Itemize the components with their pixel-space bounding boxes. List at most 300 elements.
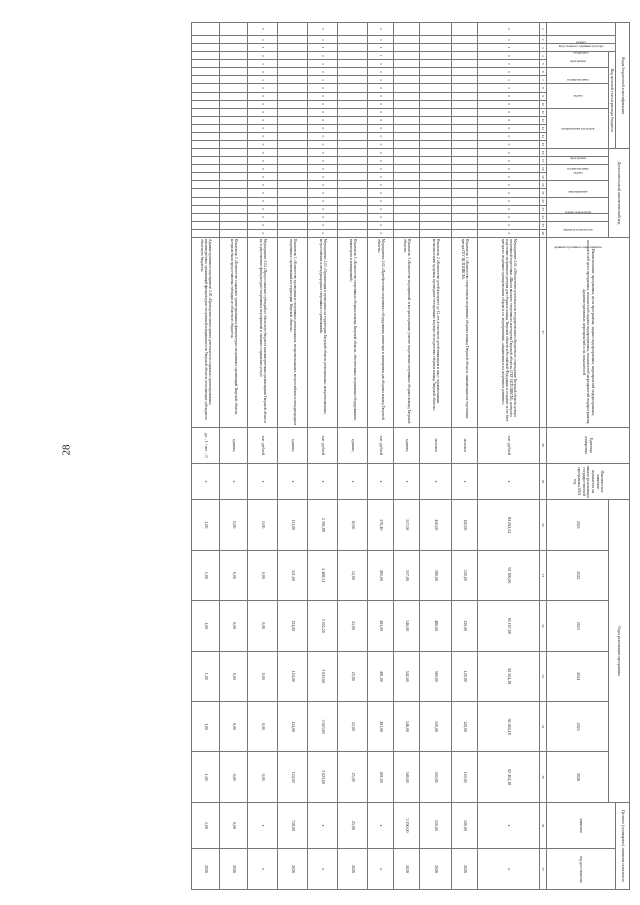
column-number: 19	[540, 173, 547, 181]
code-digit	[278, 157, 308, 165]
code-digit	[278, 76, 308, 84]
code-digit	[220, 205, 248, 213]
row-name: Показатель 1 «Количество проведенных спортивных региональных, межрегиональных, всероссийских и международных спортивных соревнований на территории Тверской области»	[278, 237, 308, 427]
column-number: 14	[540, 132, 547, 140]
code-digit: 0	[308, 108, 338, 116]
code-digit: 0	[368, 108, 394, 116]
code-digit	[278, 60, 308, 68]
year-value: 120,00	[452, 752, 478, 802]
code-digit	[338, 36, 368, 44]
budget-part-program: программа	[547, 52, 609, 68]
column-number: 5	[540, 60, 547, 68]
column-number: 35	[540, 752, 547, 802]
year-value: 25,00	[338, 701, 368, 751]
code-digit: 7	[478, 60, 540, 68]
code-digit: 0	[248, 205, 278, 213]
code-digit	[394, 92, 420, 100]
code-digit	[220, 173, 248, 181]
code-digit: 0	[478, 149, 540, 157]
code-digit	[420, 165, 452, 173]
code-digit: 0	[478, 52, 540, 60]
code-digit	[420, 36, 452, 44]
year-value: 550,00	[420, 701, 452, 751]
year-value: 2 468,51	[308, 550, 338, 600]
code-digit	[452, 132, 478, 140]
year-value: 92 504,18	[478, 651, 540, 701]
code-digit: 0	[308, 92, 338, 100]
code-digit: 0	[478, 23, 540, 36]
code-digit	[338, 205, 368, 213]
code-digit	[452, 157, 478, 165]
row-target: х	[248, 802, 278, 848]
code-digit	[220, 84, 248, 92]
column-number: 2	[540, 36, 547, 44]
code-digit: 0	[368, 221, 394, 229]
year-value: 124,00	[278, 701, 308, 751]
code-digit: 0	[248, 68, 278, 76]
row-final-year: х	[308, 849, 338, 890]
code-digit	[220, 68, 248, 76]
code-digit: 0	[368, 229, 394, 237]
code-digit	[338, 221, 368, 229]
code-digit: 0	[368, 132, 394, 140]
row-name: Показатель 3 «Количество мероприятий, в которых приняли участие спортсмены спортивных сборных команд Тверской области»	[394, 237, 420, 427]
year-value: 542,00	[394, 651, 420, 701]
code-digit: 1	[248, 44, 278, 52]
code-digit	[452, 221, 478, 229]
year-value: 546,00	[394, 701, 420, 751]
code-digit	[394, 23, 420, 36]
year-value: 0,00	[248, 651, 278, 701]
code-digit	[192, 60, 220, 68]
code-digit	[420, 124, 452, 132]
year-header: 2026	[547, 752, 609, 802]
code-digit: 0	[368, 60, 394, 68]
row-final-year: х	[248, 849, 278, 890]
code-digit	[278, 229, 308, 237]
code-digit	[278, 36, 308, 44]
year-value: 95 167,08	[478, 601, 540, 651]
column-number: 12	[540, 116, 547, 124]
year-value: 0,00	[220, 651, 248, 701]
row-actual: х	[308, 463, 338, 499]
code-digit: 3	[248, 36, 278, 44]
code-digit	[192, 157, 220, 165]
code-digit: 0	[368, 197, 394, 205]
row-final-year: 2026	[192, 849, 220, 890]
code-digit: 0	[478, 197, 540, 205]
code-digit: 0	[368, 165, 394, 173]
code-digit: 0	[248, 213, 278, 221]
code-part-event: мероприятие	[547, 181, 609, 197]
code-digit: 1	[368, 76, 394, 84]
year-value: 2 391,89	[308, 500, 338, 550]
code-digit	[420, 173, 452, 181]
code-digit	[420, 84, 452, 92]
code-digit	[394, 205, 420, 213]
row-target: 550,00	[420, 802, 452, 848]
row-name: Мероприятие 2.02 «Приобретение спортивного оборудования, инвентаря и экипировки для сборных команд Тверской области»	[368, 237, 394, 427]
code-digit: 0	[308, 52, 338, 60]
code-digit: 0	[368, 189, 394, 197]
code-digit	[420, 60, 452, 68]
code-digit	[192, 229, 220, 237]
row-unit: да – 1 / нет – 0	[192, 427, 220, 463]
code-part-indicator-sign: признак показателя	[547, 213, 609, 221]
row-unit: человек	[452, 427, 478, 463]
code-digit	[420, 68, 452, 76]
code-part-indicator-number: номер показателя	[547, 197, 609, 213]
code-digit	[338, 149, 368, 157]
row-name: Показатель 1 «Количество спортивных сборных команд Тверской области, обеспеченных спортивным оборудованием, инвентарем и экипировкой»	[338, 237, 368, 427]
code-digit	[420, 221, 452, 229]
code-digit: 1	[478, 76, 540, 84]
code-digit	[192, 36, 220, 44]
table-row	[192, 23, 220, 890]
code-digit	[192, 197, 220, 205]
code-digit	[394, 76, 420, 84]
code-digit	[452, 181, 478, 189]
row-target: 0,00	[220, 802, 248, 848]
year-value: 560,00	[420, 651, 452, 701]
name-header: Наименование программы, цели программы, задачи подпрограммы, мероприятий подпрограммы, показателей цели программы, показателей задачи подпрограммы, показателей мероприятий подпрограммы, административных мероприятий и их показателей	[547, 237, 630, 427]
code-digit	[278, 165, 308, 173]
row-target: 1,00	[192, 802, 220, 848]
code-digit: 0	[368, 157, 394, 165]
year-value: 0,00	[248, 500, 278, 550]
code-digit	[192, 173, 220, 181]
code-part-admin-event: административное мероприятие	[547, 221, 609, 237]
row-final-year: 2026	[394, 849, 420, 890]
subsection-header: подраздел	[547, 44, 616, 52]
year-value: 491,00	[368, 651, 394, 701]
row-name: Мероприятие 2.04 «Предоставление субсидий из областного бюджета некоммерческим организациям Тверской области на осуществление физкультурно-спортивных мероприятий и оказание социальных услуг»	[248, 237, 278, 427]
code-digit: 0	[368, 116, 394, 124]
code-digit	[452, 92, 478, 100]
column-number: 29	[540, 463, 547, 499]
column-number: 25	[540, 221, 547, 229]
section-header: раздел	[547, 36, 616, 44]
code-digit	[394, 165, 420, 173]
code-digit	[192, 165, 220, 173]
code-digit	[278, 173, 308, 181]
code-digit: 3	[308, 60, 338, 68]
code-digit: 0	[248, 157, 278, 165]
year-value: 3 052,20	[308, 601, 338, 651]
code-digit	[452, 124, 478, 132]
code-digit: 0	[478, 205, 540, 213]
code-digit: 0	[478, 108, 540, 116]
code-digit: 0	[308, 197, 338, 205]
program-code-header: Дополнительный аналитический код	[609, 149, 630, 238]
code-digit: 0	[478, 229, 540, 237]
column-number: 21	[540, 189, 547, 197]
row-target: 120,00	[452, 802, 478, 848]
program-table	[191, 22, 630, 890]
row-name: Мероприятие 2.01 «Обеспечение деятельности государственного бюджетного учреждения Тверской области центра спортивной подготовки «Школа высшего спортивного мастерства Тверской области» (ГБУ ЦСП ШВСМ), центра по подготовке спортивного резерва для сборных команд Тверской области в Российской Федерации и создание за его базе центра по спортивно-тренировочным сборам и т.п. мероприятиям», направленных на спортивное развитие».	[478, 237, 540, 427]
code-digit	[220, 36, 248, 44]
column-number: 26	[540, 229, 547, 237]
year-value: 0,00	[220, 500, 248, 550]
code-digit	[452, 197, 478, 205]
column-number: 30	[540, 500, 547, 550]
code-digit	[192, 140, 220, 148]
code-digit	[220, 124, 248, 132]
code-digit	[394, 108, 420, 116]
code-digit: 0	[478, 116, 540, 124]
column-number: 23	[540, 205, 547, 213]
code-digit	[192, 116, 220, 124]
year-value: 1,00	[192, 752, 220, 802]
budget-part-task: задача	[547, 84, 609, 108]
code-digit	[420, 205, 452, 213]
code-digit	[452, 213, 478, 221]
code-digit	[452, 44, 478, 52]
code-digit	[192, 52, 220, 60]
table-row	[478, 23, 540, 890]
column-number: 34	[540, 701, 547, 751]
code-digit	[420, 132, 452, 140]
column-number: 4	[540, 52, 547, 60]
code-digit	[394, 229, 420, 237]
year-value: 120,00	[452, 651, 478, 701]
column-number: 7	[540, 76, 547, 84]
code-digit	[220, 157, 248, 165]
code-digit: 0	[248, 197, 278, 205]
code-digit: 0	[308, 100, 338, 108]
code-digit: 0	[248, 124, 278, 132]
row-actual: х	[220, 463, 248, 499]
code-digit: 0	[478, 92, 540, 100]
code-digit: 0	[248, 221, 278, 229]
year-value: 124,00	[278, 752, 308, 802]
code-digit: 0	[368, 100, 394, 108]
code-part-program: программа	[547, 149, 609, 157]
year-value: 120,00	[452, 500, 478, 550]
code-digit: 0	[478, 221, 540, 229]
year-value: 546,00	[394, 752, 420, 802]
unit-header: Единица измерения	[547, 427, 630, 463]
code-part-subprogram: подпрограмма	[547, 157, 609, 165]
code-digit	[278, 181, 308, 189]
column-number: 33	[540, 651, 547, 701]
year-value: 120,00	[452, 550, 478, 600]
year-value: 120,00	[452, 701, 478, 751]
column-numbers-row	[540, 23, 547, 890]
row-name: Административное мероприятие 2.05 «Проведение мониторинга деятельности социально ориентированных некоммерческих организаций физкультурно-спортивной направленности Тверской области, получающих субсидии из областного бюджета»	[192, 237, 220, 427]
column-number: 31	[540, 550, 547, 600]
code-digit: 0	[478, 213, 540, 221]
code-digit: 0	[308, 23, 338, 36]
year-value: 25,00	[338, 601, 368, 651]
rotated-table-wrapper	[97, 22, 630, 890]
code-digit	[338, 100, 368, 108]
code-digit	[278, 108, 308, 116]
code-digit	[220, 92, 248, 100]
code-digit	[192, 84, 220, 92]
code-digit: 0	[248, 173, 278, 181]
year-value: 491,00	[368, 752, 394, 802]
code-digit	[338, 173, 368, 181]
years-group-header: Годы реализации программы	[609, 500, 630, 803]
year-value: 495,00	[368, 550, 394, 600]
row-actual: х	[248, 463, 278, 499]
code-digit	[338, 68, 368, 76]
code-digit	[452, 189, 478, 197]
code-digit	[278, 205, 308, 213]
code-digit	[192, 149, 220, 157]
code-digit	[452, 140, 478, 148]
row-actual: х	[452, 463, 478, 499]
table-row	[338, 23, 368, 890]
code-digit: 0	[308, 124, 338, 132]
code-digit	[278, 116, 308, 124]
code-digit	[394, 60, 420, 68]
budget-part-subprogram: подпрограмма	[547, 68, 609, 84]
code-digit: 0	[368, 140, 394, 148]
row-actual: х	[478, 463, 540, 499]
row-unit: единиц	[338, 427, 368, 463]
code-digit: 1	[248, 76, 278, 84]
row-final-year: 2026	[220, 849, 248, 890]
row-target: 718,00	[278, 802, 308, 848]
code-digit	[220, 140, 248, 148]
code-digit	[220, 132, 248, 140]
row-target: х	[368, 802, 394, 848]
code-digit	[338, 213, 368, 221]
row-name: Показатель 1 «Количество спортсменов спортивных сборных команд Тверской области, занимающихся в отделениях центра ГБУ ЦСП ШВСМ»	[452, 237, 478, 427]
table-row	[420, 23, 452, 890]
code-digit: 0	[248, 140, 278, 148]
code-digit	[452, 205, 478, 213]
code-digit: 0	[248, 108, 278, 116]
code-digit	[278, 213, 308, 221]
code-digit: 0	[308, 189, 338, 197]
code-digit	[420, 149, 452, 157]
code-digit: 0	[478, 100, 540, 108]
code-digit: 0	[248, 149, 278, 157]
row-final-year: 2026	[452, 849, 478, 890]
column-number: 18	[540, 165, 547, 173]
code-digit	[452, 23, 478, 36]
code-digit: 0	[308, 149, 338, 157]
code-part-task: задача	[547, 165, 609, 181]
code-digit	[394, 213, 420, 221]
code-digit	[192, 108, 220, 116]
code-digit	[338, 140, 368, 148]
code-digit	[278, 44, 308, 52]
code-digit	[192, 76, 220, 84]
code-digit: 3	[248, 60, 278, 68]
code-digit: 0	[308, 205, 338, 213]
code-digit	[338, 108, 368, 116]
code-digit	[192, 181, 220, 189]
row-target: х	[478, 802, 540, 848]
table-row	[394, 23, 420, 890]
code-digit: 2	[368, 84, 394, 92]
code-digit: 0	[368, 205, 394, 213]
code-digit	[192, 213, 220, 221]
code-digit	[220, 181, 248, 189]
code-digit	[278, 23, 308, 36]
code-digit: 0	[308, 132, 338, 140]
year-value: 25,00	[338, 752, 368, 802]
year-value: 546,00	[394, 601, 420, 651]
final-year-header: год достижения	[547, 849, 616, 890]
code-digit	[278, 140, 308, 148]
column-number: 22	[540, 197, 547, 205]
row-unit: единиц	[278, 427, 308, 463]
code-digit	[278, 197, 308, 205]
target-sub-header: значение	[547, 802, 616, 848]
code-digit: 1	[308, 44, 338, 52]
column-number: 24	[540, 213, 547, 221]
code-digit: 0	[308, 68, 338, 76]
year-value: 1,00	[192, 601, 220, 651]
code-digit	[420, 213, 452, 221]
code-digit	[394, 197, 420, 205]
year-value: 3 023,60	[308, 701, 338, 751]
code-digit: 1	[368, 52, 394, 60]
code-digit	[192, 23, 220, 36]
code-digit	[420, 229, 452, 237]
code-digit: 0	[308, 140, 338, 148]
table-row	[368, 23, 394, 890]
code-digit: 3	[308, 36, 338, 44]
row-unit: единиц	[394, 427, 420, 463]
actual-value-header: Фактическое значение показателя на начало реализации государственной программы 2021 год	[547, 463, 630, 499]
code-digit	[394, 181, 420, 189]
code-digit	[452, 165, 478, 173]
table-row	[308, 23, 338, 890]
code-digit	[220, 221, 248, 229]
code-digit	[420, 197, 452, 205]
year-header: 2023	[547, 601, 609, 651]
row-actual: х	[394, 463, 420, 499]
code-digit	[338, 189, 368, 197]
code-digit	[452, 173, 478, 181]
code-digit	[220, 100, 248, 108]
row-final-year: 2026	[420, 849, 452, 890]
column-number: 37	[540, 849, 547, 890]
row-actual: х	[192, 463, 220, 499]
code-digit	[338, 132, 368, 140]
row-unit: тыс. рублей	[368, 427, 394, 463]
code-digit: 0	[478, 181, 540, 189]
code-digit	[394, 173, 420, 181]
code-digit: 0	[308, 116, 338, 124]
code-digit	[338, 229, 368, 237]
code-digit	[192, 132, 220, 140]
code-digit	[338, 165, 368, 173]
code-digit	[338, 157, 368, 165]
code-digit: 0	[248, 23, 278, 36]
year-value: 10,00	[338, 500, 368, 550]
code-digit	[338, 44, 368, 52]
code-digit: 0	[308, 213, 338, 221]
row-unit: человек	[420, 427, 452, 463]
code-digit	[452, 76, 478, 84]
code-digit	[452, 149, 478, 157]
column-number: 10	[540, 100, 547, 108]
code-digit	[420, 157, 452, 165]
code-digit	[192, 221, 220, 229]
code-digit	[452, 52, 478, 60]
code-digit	[220, 44, 248, 52]
code-digit: 2	[368, 68, 394, 76]
code-digit: 0	[368, 23, 394, 36]
code-digit	[278, 84, 308, 92]
